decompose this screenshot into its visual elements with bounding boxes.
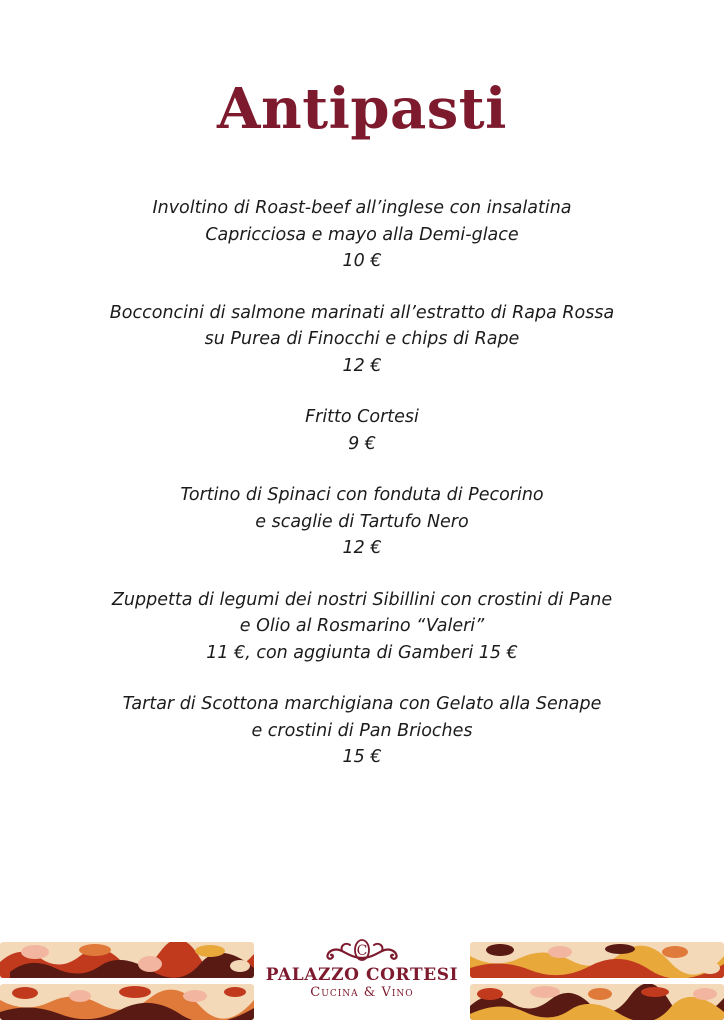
- floral-pattern-band: [470, 984, 724, 1020]
- dish-description-line: Fritto Cortesi: [305, 407, 419, 427]
- floral-pattern-band: [470, 942, 724, 978]
- dish-description-line: e scaglie di Tartufo Nero: [255, 511, 469, 532]
- dish-description-line: Capricciosa e mayo alla Demi-glace: [205, 224, 519, 245]
- menu-item: [0, 195, 724, 275]
- menu-item: [0, 482, 724, 562]
- dish-price: 10 €: [342, 251, 382, 271]
- dish-description-line: Tortino di Spinaci con fonduta di Pecorino: [180, 485, 544, 505]
- logo-subtitle: Cucina & Vino: [310, 985, 414, 1000]
- dish-price: 12 €: [342, 538, 382, 558]
- logo-name: PALAZZO CORTESI: [265, 965, 459, 985]
- floral-pattern-band: [0, 984, 254, 1020]
- menu-item: [0, 404, 724, 457]
- dish-description-line: Involtino di Roast-beef all’inglese con insalatina: [152, 198, 572, 218]
- dish-description-line: su Purea di Finocchi e chips di Rape: [204, 329, 520, 349]
- menu-item: [0, 587, 724, 667]
- dish-price: 9 €: [348, 433, 376, 454]
- menu-list: [0, 195, 724, 771]
- dish-price: 15 €: [342, 747, 382, 767]
- dish-description-line: e crostini di Pan Brioches: [251, 720, 473, 741]
- dish-description-line: Zuppetta di legumi dei nostri Sibillini con crostini di Pane: [111, 589, 613, 610]
- dish-description-line: Tartar di Scottona marchigiana con Gelato alla Senape: [122, 694, 602, 714]
- menu-item: [0, 691, 724, 771]
- dish-description-line: e Olio al Rosmarino “Valeri”: [239, 616, 485, 636]
- crest-emblem-icon: [302, 938, 422, 964]
- dish-description-line: Bocconcini di salmone marinati all’estratto di Rapa Rossa: [109, 302, 615, 323]
- floral-pattern-band: [0, 942, 254, 978]
- logo-monogram: C: [356, 943, 368, 959]
- menu-item: [0, 300, 724, 380]
- page-title: Antipasti: [217, 76, 507, 142]
- dish-price: 11 €, con aggiunta di Gamberi 15 €: [206, 642, 518, 663]
- dish-price: 12 €: [342, 355, 382, 376]
- restaurant-logo: [255, 938, 469, 1012]
